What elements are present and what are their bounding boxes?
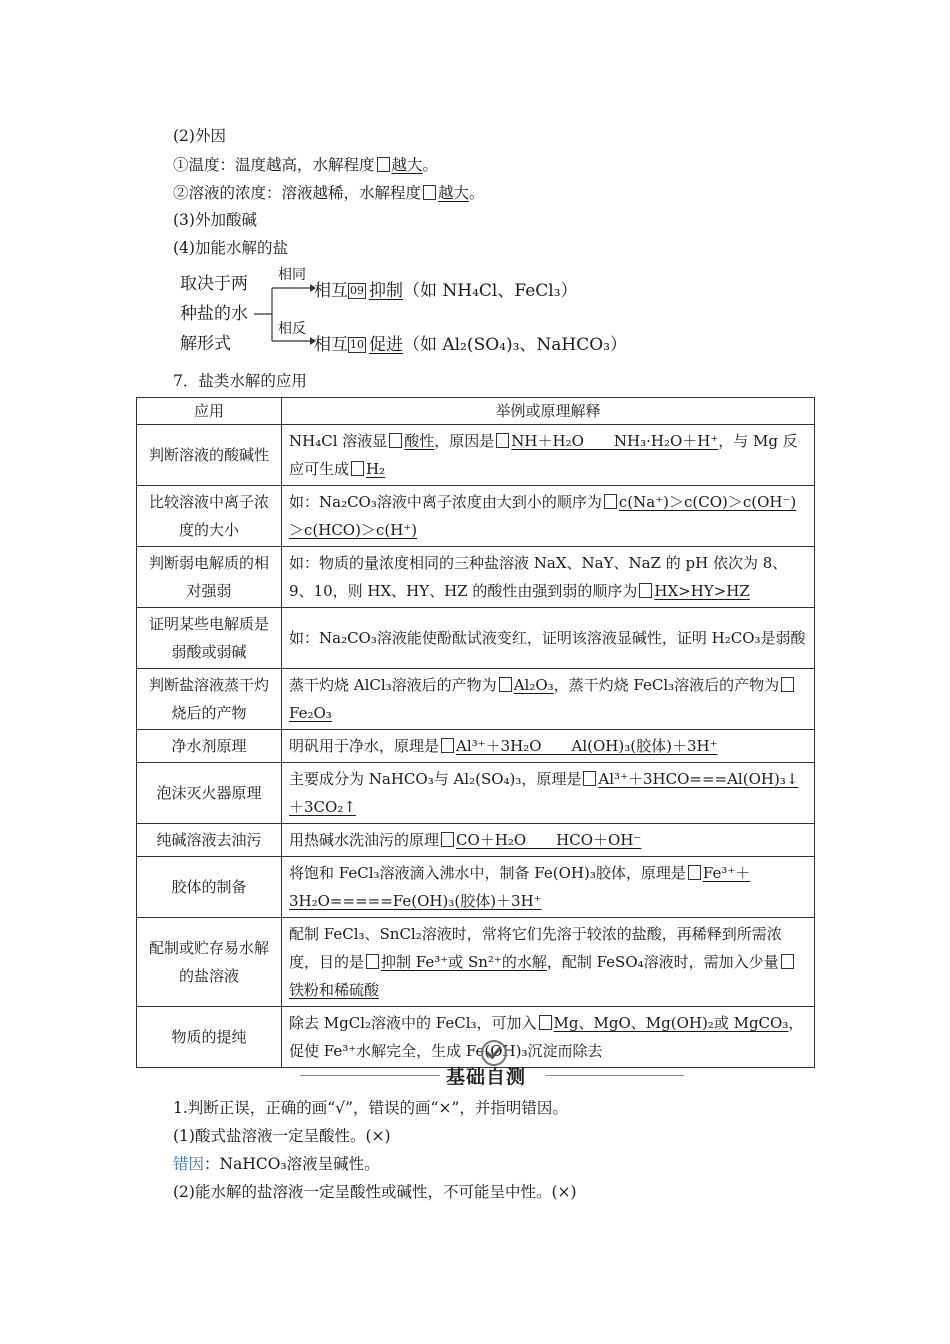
error-reason (173, 1152, 380, 1174)
row-explanation: 如：Na₂CO₃溶液能使酚酞试液变红，证明该溶液显碱性，证明 H₂CO₃是弱酸 (282, 608, 815, 669)
text: ，蒸干灼烧 FeCl₃溶液后的产物为 (553, 676, 780, 694)
text: 除去 MgCl₂溶液中的 FeCl₃，可加入 (289, 1014, 537, 1032)
divider (546, 1075, 684, 1076)
diagram-left-line-2: 种盐的水 (180, 304, 248, 324)
row-explanation (282, 730, 815, 763)
hydrolysis-application-table (136, 397, 815, 1068)
answer: 抑制 Fe³⁺或 Sn²⁺的水解 (381, 953, 547, 971)
answer-box-icon (423, 185, 436, 200)
temperature-line (173, 153, 438, 175)
answer-box-icon (781, 677, 794, 692)
answer-box-icon (539, 1015, 552, 1030)
concentration-text: ②溶液的浓度：溶液越稀，水解程度 (173, 184, 422, 202)
text: 如：物质的量浓度相同的三种盐溶液 NaX、NaY、NaZ 的 pH 依次为 8、9、10，则 HX、HY、HZ 的酸性由强到弱的顺序为 (289, 554, 788, 600)
answer-box-icon (377, 157, 390, 172)
text: 如：Na₂CO₃溶液中离子浓度由大到小的顺序为 (289, 493, 602, 511)
answer: 铁粉和稀硫酸 (289, 981, 380, 999)
answer-box-icon (389, 433, 402, 448)
table-row (137, 669, 815, 730)
hydrolysis-branch-diagram (176, 268, 636, 360)
concentration-answer: 越大 (438, 184, 470, 202)
same-answer: 抑制 (369, 281, 403, 301)
answer: 酸性 (404, 432, 435, 450)
row-explanation (282, 763, 815, 824)
row-application: 胶体的制备 (137, 857, 282, 918)
concentration-line (173, 181, 485, 203)
same-tag: 相同 (278, 267, 306, 283)
answer: Al³⁺＋3H₂O Al(OH)₃(胶体)＋3H⁺ (456, 737, 718, 755)
same-prefix: 相互 (314, 281, 348, 301)
salt-heading: (4)加能水解的盐 (173, 239, 288, 257)
answer: Al³⁺＋3HCO===Al(OH)₃↓＋3CO₂↑ (289, 770, 799, 816)
error-text: ：NaHCO₃溶液呈碱性。 (204, 1155, 380, 1173)
column-header-application: 应用 (137, 398, 282, 425)
table-row (137, 763, 815, 824)
answer: HX>HY>HZ (654, 582, 750, 600)
answer: Fe³⁺＋3H₂O=====Fe(OH)₃(胶体)＋3H⁺ (289, 864, 751, 910)
text: 将饱和 FeCl₃溶液滴入沸水中，制备 Fe(OH)₃胶体，原理是 (289, 864, 686, 882)
row-explanation (282, 824, 815, 857)
row-application: 泡沫灭火器原理 (137, 763, 282, 824)
error-label: 错因 (173, 1155, 205, 1173)
opp-answer: 促进 (369, 335, 403, 355)
acid-base-heading: (3)外加酸碱 (173, 211, 257, 229)
same-example: （如 NH₄Cl、FeCl₃） (403, 281, 578, 301)
text: ，原因是 (434, 432, 495, 450)
row-application: 判断溶液的酸碱性 (137, 425, 282, 486)
text: ，与 Mg 反应可生成 (289, 432, 798, 478)
text: 用热碱水洗油污的原理 (289, 831, 440, 849)
concentration-suffix: 。 (469, 184, 485, 202)
table-row (137, 547, 815, 608)
table-row (137, 918, 815, 1007)
answer-box-icon (583, 771, 596, 786)
row-application: 判断弱电解质的相对强弱 (137, 547, 282, 608)
answer-box-icon (604, 494, 617, 509)
row-explanation (282, 547, 815, 608)
row-application: 纯碱溶液去油污 (137, 824, 282, 857)
item-2: (2)能水解的盐溶液一定呈酸性或碱性，不可能呈中性。(×) (173, 1183, 577, 1201)
answer: H₂ (366, 460, 386, 478)
text: 配制 FeCl₃、SnCl₂溶液时，常将它们先溶于较浓的盐酸，再稀释到所需浓度，目的是 (289, 925, 782, 971)
row-explanation (282, 857, 815, 918)
question-1: 1.判断正误，正确的画“√”，错误的画“×”，并指明错因。 (173, 1099, 568, 1117)
heading-external-factors: (2)外因 (173, 127, 226, 145)
diagram-left-line-3: 解形式 (180, 334, 231, 354)
same-result (314, 276, 578, 301)
text: ，促使 Fe³⁺水解完全，生成 Fe(OH)₃沉淀而除去 (289, 1014, 804, 1060)
number-box: 10 (350, 338, 364, 351)
answer: NH＋H₂O NH₃·H₂O＋H⁺ (511, 432, 719, 450)
row-explanation (282, 918, 815, 1007)
answer-box-icon (688, 865, 701, 880)
temperature-answer: 越大 (391, 156, 423, 174)
answer-box-icon (496, 433, 509, 448)
answer-box-icon (441, 832, 454, 847)
table-row (137, 425, 815, 486)
answer-box-icon (781, 954, 794, 969)
text: NH₄Cl 溶液显 (289, 432, 388, 450)
text: 明矾用于净水，原理是 (289, 737, 440, 755)
row-explanation (282, 425, 815, 486)
answer: c(Na⁺)＞c(CO)＞c(OH⁻)＞c(HCO)＞c(H⁺) (289, 493, 797, 539)
table-row (137, 730, 815, 763)
table-row (137, 608, 815, 669)
answer-box-icon (441, 738, 454, 753)
table-row (137, 824, 815, 857)
table-row (137, 486, 815, 547)
column-header-explanation: 举例或原理解释 (282, 398, 815, 425)
row-explanation (282, 486, 815, 547)
row-application: 判断盐溶液蒸干灼烧后的产物 (137, 669, 282, 730)
answer: Mg、MgO、Mg(OH)₂或 MgCO₃ (553, 1014, 789, 1032)
row-application: 配制或贮存易水解的盐溶液 (137, 918, 282, 1007)
row-explanation (282, 669, 815, 730)
row-application: 物质的提纯 (137, 1007, 282, 1068)
answer: Al₂O₃ (513, 676, 554, 694)
opp-example: （如 Al₂(SO₄)₃、NaHCO₃） (403, 335, 628, 355)
text: 主要成分为 NaHCO₃与 Al₂(SO₄)₃，原理是 (289, 770, 582, 788)
temperature-suffix: 。 (422, 156, 439, 174)
text: ，配制 FeSO₄溶液时，需加入少量 (546, 953, 779, 971)
text: 蒸干灼烧 AlCl₃溶液后的产物为 (289, 676, 497, 694)
answer-box-icon (366, 954, 379, 969)
table-header-row (137, 398, 815, 425)
opp-prefix: 相互 (314, 335, 348, 355)
temperature-text: ①温度：温度越高，水解程度 (173, 156, 375, 174)
section-title: 基础自测 (446, 1066, 527, 1088)
row-application: 比较溶液中离子浓度的大小 (137, 486, 282, 547)
item-1: (1)酸式盐溶液一定呈酸性。(×) (173, 1127, 391, 1145)
answer-box-icon (351, 461, 364, 476)
number-box: 09 (350, 284, 364, 297)
answer-box-icon (499, 677, 512, 692)
divider (300, 1075, 440, 1076)
branch-arrows-icon (254, 274, 316, 350)
answer: CO＋H₂O HCO＋OH⁻ (456, 831, 642, 849)
row-application: 净水剂原理 (137, 730, 282, 763)
opposite-result (314, 330, 627, 355)
opposite-tag: 相反 (278, 321, 306, 337)
table-row (137, 857, 815, 918)
answer: Fe₂O₃ (289, 704, 332, 722)
answer-box-icon (639, 583, 652, 598)
row-application: 证明某些电解质是弱酸或弱碱 (137, 608, 282, 669)
diagram-left-line-1: 取决于两 (180, 274, 248, 294)
section7-title: 7．盐类水解的应用 (173, 372, 307, 390)
section-header (300, 1040, 684, 1090)
